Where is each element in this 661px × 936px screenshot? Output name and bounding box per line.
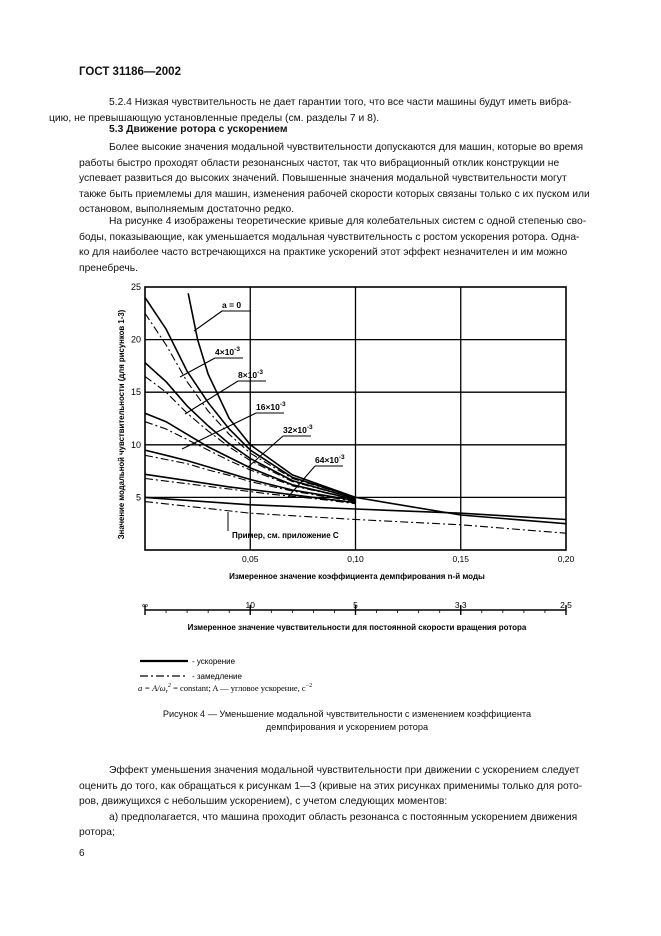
formula-part: a = A/ω: [138, 683, 166, 693]
example-annotation: Пример, см. приложение С: [232, 531, 339, 540]
series-label: $4\times 10^{-3}$: [215, 346, 240, 357]
section-heading-5-3: 5.3 Движение ротора с ускорением: [109, 124, 288, 135]
formula-superscript: 2: [167, 683, 171, 689]
text-line: также быть приемлемы для машин, изменения рабочей скорости которых связаны только с их пуском или: [79, 188, 590, 200]
text-line: 5.2.4 Низкая чувствительность не дает гарантии того, что все части машины будут иметь вибра-: [109, 97, 572, 108]
secondary-axis-label: Измеренное значение чувствительности для постоянной скорости вращения ротора: [187, 623, 527, 632]
x-tick-label: 0,05: [241, 554, 259, 564]
text-line: а) предполагается, что машина проходит область резонанса с постоянным ускорением движения: [109, 811, 578, 823]
x-tick-label: 0,20: [557, 554, 575, 564]
x-axis-label: Измеренное значение коэффициента демпфирования n-й моды: [229, 572, 485, 581]
y-tick-label: 10: [130, 439, 141, 450]
label-pointer: [194, 311, 222, 331]
secondary-tick-label: 10: [245, 600, 255, 610]
text-line: На рисунке 4 изображены теоретические кривые для колебательных систем с одной степенью сво-: [109, 216, 587, 227]
document-header: ГОСТ 31186—2002: [79, 66, 181, 78]
text-line: работы быстро проходят области резонансных частот, так что вибрационный отклик конструкции не: [79, 157, 560, 169]
label-pointer: [185, 381, 238, 414]
series-label-exponent: -3: [338, 454, 345, 461]
formula-part: = constant; A — угловое ускорение, c: [170, 683, 306, 693]
text-line: боды, показывающие, как уменьшается модальная чувствительность с ростом ускорения ротора. Одна-: [79, 231, 580, 243]
text-line: успевает развиться до высоких значений. Повышенные значения модальной чувствительности могут: [79, 173, 567, 185]
chart-labels: [117, 282, 575, 581]
text-line: ко для наиболее часто встречающихся на практике ускорений этот эффект незначителен и им можно: [79, 247, 568, 259]
text-line: пренебречь.: [79, 262, 138, 274]
series-label: $64\times 10^{-3}$: [315, 454, 345, 465]
series-label-exponent: -3: [279, 401, 286, 408]
y-tick-label: 25: [130, 282, 141, 292]
series-label: $16\times 10^{-3}$: [256, 401, 286, 412]
text-line: ров, движущихся с небольшим ускорением), с учетом следующих моментов:: [79, 796, 448, 808]
y-tick-label: 5: [135, 492, 141, 503]
formula-text: [138, 683, 312, 695]
secondary-tick-label: 3,3: [454, 600, 467, 610]
series-label-exponent: -3: [257, 369, 263, 376]
y-tick-label: 20: [130, 334, 141, 345]
series-label: a = 0: [222, 300, 242, 310]
text-line: цию, не превышающую установленные пределы (см. разделы 7 и 8).: [49, 112, 380, 124]
secondary-tick-label: 2,5: [560, 600, 572, 610]
text-line: остановом, выполняемым достаточно редко.: [79, 204, 295, 216]
page-number: 6: [79, 848, 85, 859]
caption-line: демпфирования и ускорением ротора: [265, 722, 429, 732]
x-tick-label: 0,10: [347, 554, 364, 564]
y-tick-label: 15: [130, 387, 141, 398]
formula-subscript: r: [165, 689, 168, 695]
legend-decel-label: - замедление: [192, 672, 242, 681]
series-label-exponent: -3: [234, 346, 240, 353]
legend-accel-label: - ускорение: [192, 657, 236, 666]
series-label: $32\times 10^{-3}$: [283, 424, 313, 435]
text-line: Более высокие значения модальной чувствительности допускаются для машин, которые во время: [109, 142, 584, 153]
text-line: ротора;: [79, 827, 115, 839]
chart-legend: [138, 657, 312, 695]
text-line: оценить до того, как обращаться к рисункам 1—3 (кривые на этих рисунках применимы только для рото-: [79, 780, 583, 792]
secondary-tick-label: 5: [353, 600, 358, 610]
formula-unit-exponent: −2: [305, 683, 313, 689]
series-label: $8\times 10^{-3}$: [238, 369, 263, 380]
figure-caption: [79, 708, 615, 734]
secondary-axis: [142, 600, 572, 632]
secondary-tick-label: ∞: [141, 600, 149, 610]
y-axis-label: Значение модальной чувствительности (для рисунков 1-3): [117, 309, 126, 540]
paragraph-effect: [79, 763, 615, 841]
series-label-exponent: -3: [306, 424, 313, 431]
text-line: Эффект уменьшения значения модальной чувствительности при движении с ускорением следует: [109, 765, 580, 776]
caption-line: Рисунок 4 — Уменьшение модальной чувствительности с изменением коэффициента: [162, 709, 532, 719]
x-tick-label: 0,15: [452, 554, 470, 564]
chart-grid: [145, 287, 566, 550]
